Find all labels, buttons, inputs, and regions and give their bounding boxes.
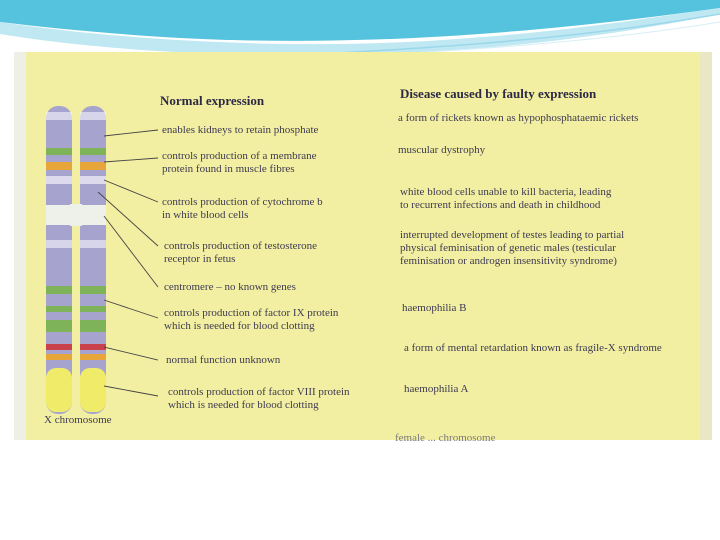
centromere xyxy=(70,204,82,226)
normal-label-7: normal function unknown xyxy=(166,354,281,366)
disease-label-6: a form of mental retardation known as fragile-X syndrome xyxy=(404,342,662,354)
normal-label-4: controls production of testosterone receptor in fetus xyxy=(164,240,318,265)
normal-label-3: controls production of cytochrome b in white blood cells xyxy=(162,196,323,221)
normal-expression-heading: Normal expression xyxy=(160,93,265,108)
disease-heading: Disease caused by faulty expression xyxy=(400,86,597,101)
right-chromatid xyxy=(80,106,106,414)
normal-label-8: controls production of factor VIII protein which is needed for blood clotting xyxy=(168,386,350,411)
normal-label-1: enables kidneys to retain phosphate xyxy=(162,124,319,136)
chromosome-caption: X chromosome xyxy=(44,414,112,426)
disease-label-3: white blood cells unable to kill bacteria, leading to recurrent infections and death in childhood xyxy=(400,186,612,211)
normal-label-5: centromere – no known genes xyxy=(164,281,296,293)
leader-lines xyxy=(98,130,158,396)
normal-label-2: controls production of a membrane protein found in muscle fibres xyxy=(162,150,317,175)
disease-label-4: interrupted development of testes leading to partial physical feminisation of genetic males (testicular feminisation or androgen insensitivity syndrome) xyxy=(400,229,625,267)
disease-label-7: haemophilia A xyxy=(404,383,469,395)
normal-label-6: controls production of factor IX protein which is needed for blood clotting xyxy=(164,307,339,332)
disease-label-5: haemophilia B xyxy=(402,302,467,314)
disease-label-2: muscular dystrophy xyxy=(398,144,486,156)
disease-label-1: a form of rickets known as hypophosphataemic rickets xyxy=(398,112,639,124)
left-chromatid xyxy=(46,106,72,414)
below-caption: female ... chromosome xyxy=(395,432,496,444)
